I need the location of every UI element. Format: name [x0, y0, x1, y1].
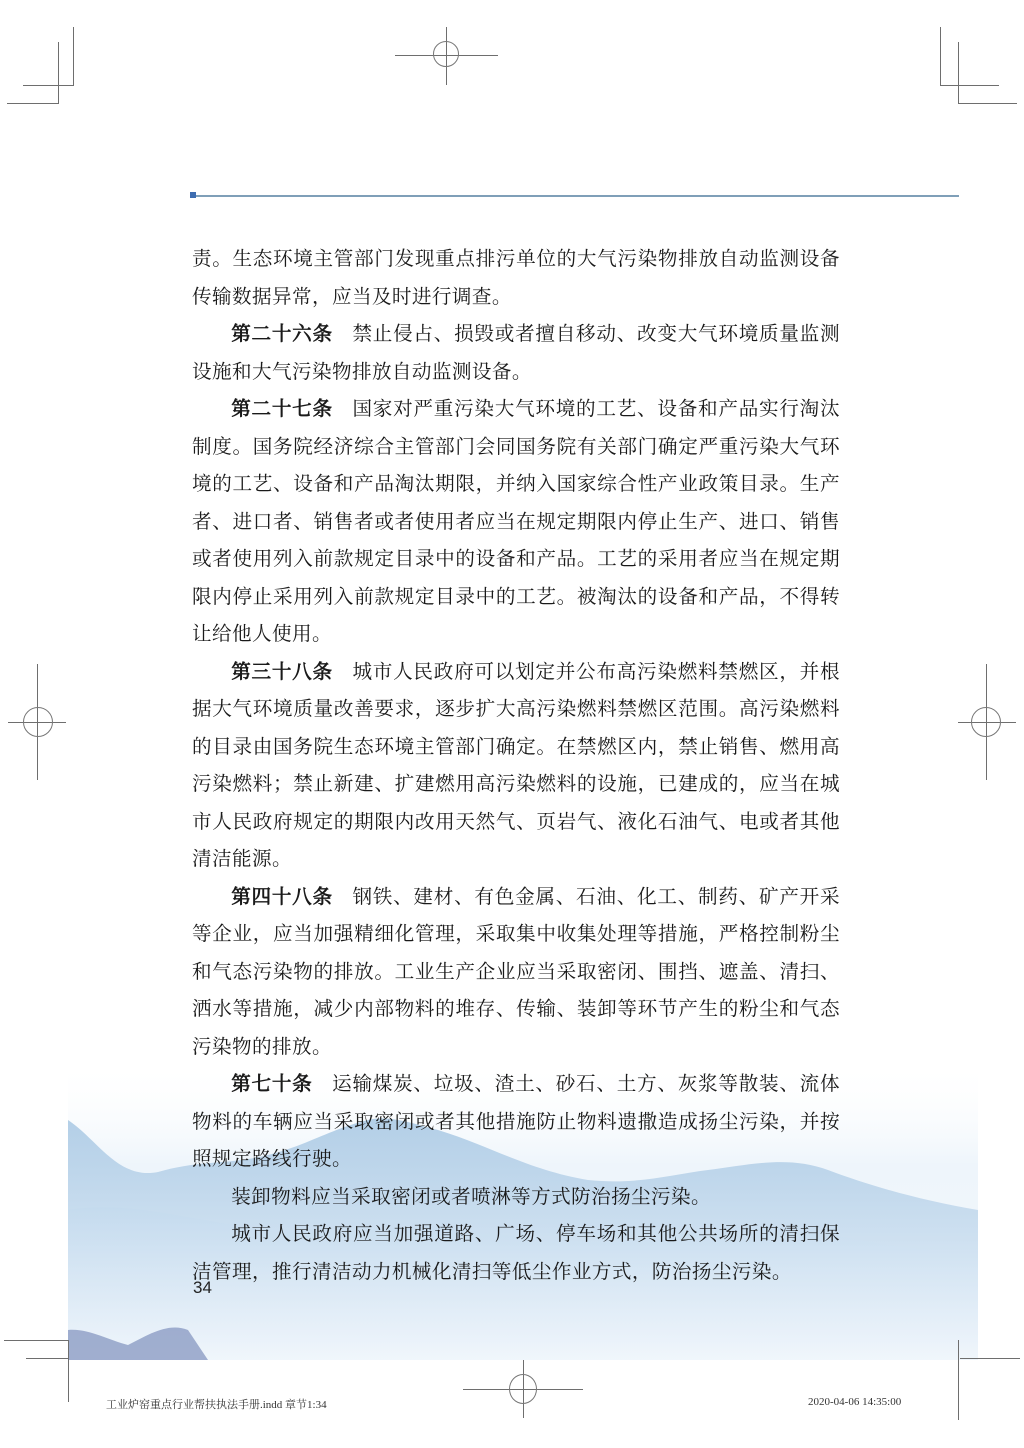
paragraph — [192, 1065, 840, 1178]
paragraph-text: 钢铁、建材、有色金属、石油、化工、制药、矿产开采等企业，应当加强精细化管理，采取集中收集处理等措施，严格控制粉尘和气态污染物的排放。工业生产企业应当采取密闭、围挡、遮盖、清扫、洒水等措施，减少内部物料的堆存、传输、装卸等环节产生的粉尘和气态污染物的排放。 — [192, 884, 841, 1058]
body-text — [192, 240, 840, 1290]
article-number: 第二十七条 — [231, 397, 333, 420]
paragraph — [192, 390, 840, 653]
article-number: 第七十条 — [231, 1072, 313, 1095]
paragraph-text: 责。生态环境主管部门发现重点排污单位的大气污染物排放自动监测设备传输数据异常，应当及时进行调查。 — [192, 247, 840, 308]
paragraph — [192, 653, 840, 878]
article-number: 第四十八条 — [231, 884, 333, 908]
article-number: 第二十六条 — [231, 322, 333, 345]
paragraph-text: 国家对严重污染大气环境的工艺、设备和产品实行淘汰制度。国务院经济综合主管部门会同国务院有关部门确定严重污染大气环境的工艺、设备和产品淘汰期限，并纳入国家综合性产业政策目录。生产者、进口者、销售者或者使用者应当在规定期限内停止生产、进口、销售或者使用列入前款规定目录中的设备和产品。工艺的采用者应当在规定期限内停止采用列入前款规定目录中的工艺。被淘汰的设备和产品，不得转让给他人使用。 — [192, 397, 841, 645]
header-rule — [192, 195, 959, 197]
paragraph — [192, 240, 840, 315]
slug-timestamp: 2020-04-06 14:35:00 — [808, 1396, 902, 1408]
article-number: 第三十八条 — [231, 659, 333, 683]
paragraph-text: 城市人民政府应当加强道路、广场、停车场和其他公共场所的清扫保洁管理，推行清洁动力机械化清扫等低尘作业方式，防治扬尘污染。 — [192, 1222, 840, 1283]
paragraph-text: 禁止侵占、损毁或者擅自移动、改变大气环境质量监测设施和大气污染物排放自动监测设备。 — [192, 322, 841, 383]
paragraph-text: 运输煤炭、垃圾、渣土、砂石、土方、灰浆等散装、流体物料的车辆应当采取密闭或者其他措施防止物料遗撒造成扬尘污染，并按照规定路线行驶。 — [192, 1072, 841, 1170]
paragraph-text: 装卸物料应当采取密闭或者喷淋等方式防治扬尘污染。 — [231, 1184, 712, 1208]
paragraph — [192, 315, 840, 390]
paragraph — [192, 1215, 840, 1290]
paragraph — [192, 878, 840, 1066]
header-square-accent — [190, 192, 196, 198]
paragraph — [192, 1178, 840, 1216]
paragraph-text: 城市人民政府可以划定并公布高污染燃料禁燃区，并根据大气环境质量改善要求，逐步扩大高污染燃料禁燃区范围。高污染燃料的目录由国务院生态环境主管部门确定。在禁燃区内，禁止销售、燃用高污染燃料；禁止新建、扩建燃用高污染燃料的设施，已建成的，应当在城市人民政府规定的期限内改用天然气、页岩气、液化石油气、电或者其他清洁能源。 — [192, 659, 841, 870]
slug-file-info: 工业炉窑重点行业帮扶执法手册.indd 章节1:34 — [106, 1399, 327, 1411]
page-number: 34 — [193, 1278, 212, 1297]
